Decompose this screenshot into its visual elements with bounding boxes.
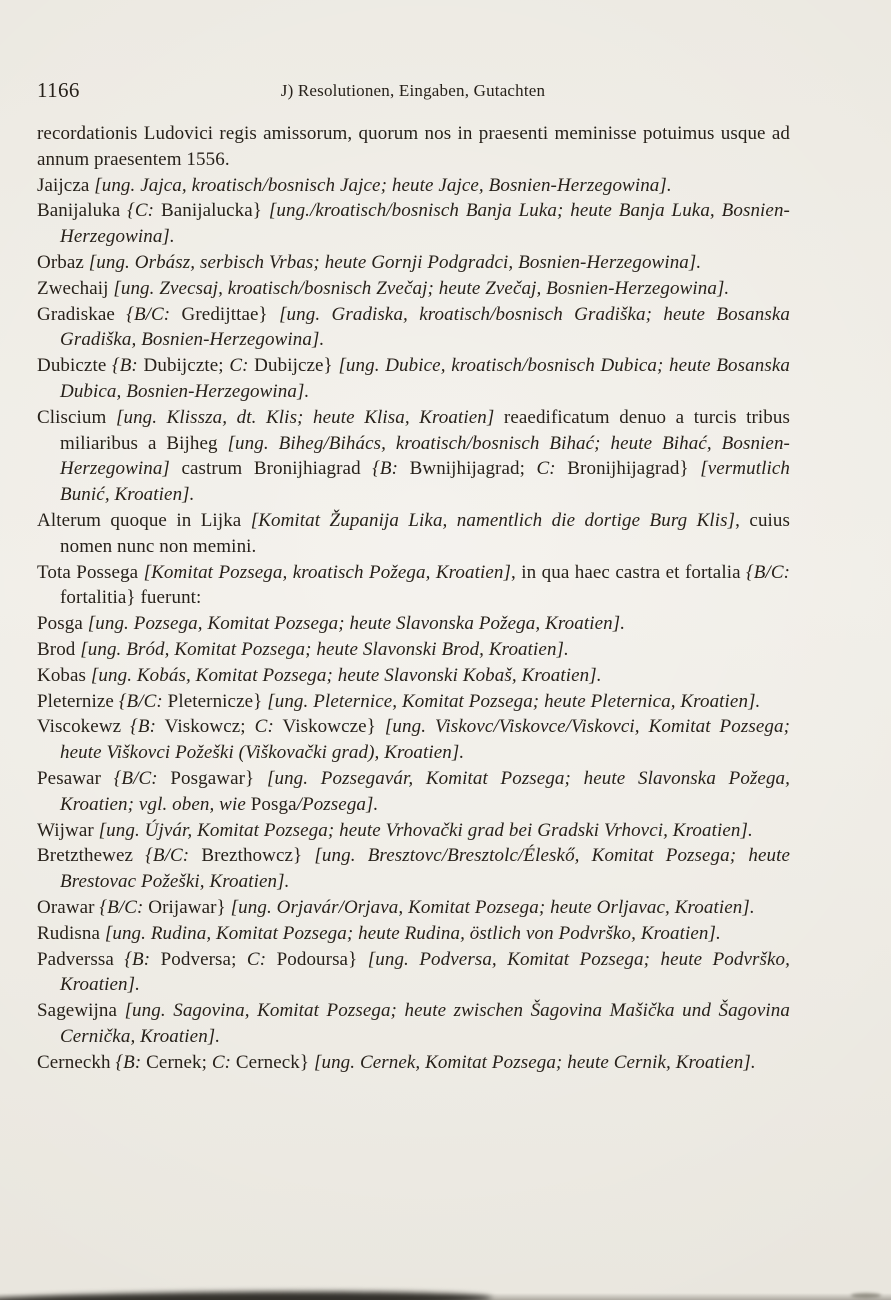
text-segment: Viskowcze}	[273, 716, 385, 738]
text-segment: [ung. Podversa, Komitat Pozsega; heute Podvrško, Kroatien].	[60, 948, 790, 996]
entry	[37, 689, 790, 715]
text-segment: [ung. Újvár, Komitat Pozsega; heute Vrhovački grad bei Gradski Vrhovci, Kroatien].	[98, 819, 753, 841]
text-segment: Jaijcza	[37, 174, 95, 196]
text-segment: Orijawar}	[143, 896, 231, 918]
entry	[37, 173, 790, 199]
text-segment: Posga	[37, 613, 88, 635]
text-segment: Podversa;	[150, 948, 247, 970]
text-segment: Rudisna	[37, 922, 105, 944]
entry	[37, 843, 790, 895]
text-segment: [ung. Zvecsaj, kroatisch/bosnisch Zvečaj; heute Zvečaj, Bosnien-Herzegowina].	[113, 277, 730, 299]
text-segment: {B:	[124, 948, 151, 970]
text-segment: Orawar	[37, 896, 100, 918]
text-segment: {B:	[112, 355, 138, 377]
entry	[37, 276, 790, 302]
entry	[37, 766, 790, 818]
text-segment: Posgawar}	[157, 767, 267, 789]
scan-smudge	[851, 1293, 881, 1298]
text-segment: [ung. Sagovina, Komitat Pozsega; heute zwischen Šagovina Mašička und Šagovina Cernička, Kroatien].	[60, 1000, 790, 1047]
scan-edge-artifact	[0, 1290, 492, 1300]
text-segment: reaedificatum denuo a turcis tribus miliaribus a Bijheg	[60, 406, 790, 454]
text-segment: [ung. Kobás, Komitat Pozsega; heute Slavonski Kobaš, Kroatien].	[90, 664, 602, 686]
text-segment: Sagewijna	[37, 1000, 125, 1022]
text-segment: Dubijczte;	[137, 355, 230, 377]
text-segment: {B/C:	[746, 561, 791, 583]
text-segment: [ung. Klissza, dt. Klis; heute Klisa, Kroatien]	[115, 406, 495, 428]
text-segment: Viscokewz	[37, 716, 131, 738]
entry	[37, 663, 790, 689]
text-segment: Gradiskae	[37, 303, 127, 325]
text-segment: [ung. Gradiska, kroatisch/bosnisch Gradiška; heute Bosanska Gradiška, Bosnien-Herzegowina].	[60, 303, 790, 351]
text-segment: Bronijhijagrad}	[555, 458, 701, 480]
entry	[37, 250, 790, 276]
text-segment: Cerneck}	[231, 1051, 314, 1073]
text-segment: [ung. Pozsega, Komitat Pozsega; heute Slavonska Požega, Kroatien].	[87, 613, 626, 635]
text-segment: [ung. Jajca, kroatisch/bosnisch Jajce; heute Jajce, Bosnien-Herzegowina].	[94, 174, 672, 196]
text-segment: [ung. Bród, Komitat Pozsega; heute Slavonski Brod, Kroatien].	[80, 638, 569, 660]
text-segment: [ung./kroatisch/bosnisch Banja Luka; heute Banja Luka, Bosnien-Herzegowina].	[60, 200, 790, 248]
text-segment: {B/C:	[99, 896, 144, 918]
text-segment: C:	[536, 458, 556, 480]
text-segment: castrum Bronijhiagrad	[169, 458, 373, 480]
text-segment: , cuius nomen nunc non memini.	[60, 509, 791, 557]
text-segment: , in qua haec castra et fortalia	[510, 561, 747, 583]
text-segment: Banijalucka}	[154, 200, 269, 222]
text-segment: Brezthowcz}	[189, 845, 315, 867]
text-segment: {B/C:	[113, 767, 158, 789]
text-segment: [ung. Pleternice, Komitat Pozsega; heute Pleternica, Kroatien].	[267, 690, 761, 712]
text-segment: Bretzthewez	[37, 845, 146, 867]
text-segment: [Komitat Pozsega, kroatisch Požega, Kroatien]	[143, 561, 511, 583]
entry	[37, 353, 790, 405]
page-header	[37, 78, 789, 106]
text-segment: Wijwar	[37, 819, 99, 841]
text-segment: /Pozsega].	[296, 793, 379, 815]
text-segment: {B/C:	[145, 845, 190, 867]
text-segment: [ung. Cernek, Komitat Pozsega; heute Cernik, Kroatien].	[313, 1051, 756, 1073]
text-segment: Pleternicze}	[162, 690, 268, 712]
text-segment: [ung. Rudina, Komitat Pozsega; heute Rudina, östlich von Podvrško, Kroatien].	[104, 922, 721, 944]
text-segment: [Komitat Županija Lika, namentlich die dortige Burg Klis]	[250, 509, 736, 531]
text-segment: Tota Possega	[37, 561, 144, 583]
entry	[37, 508, 790, 560]
text-segment: recordationis Ludovici regis amissorum, quorum nos in praesenti meminisse potuimus usque ad annum praesentem 1556.	[37, 123, 790, 170]
text-segment: {B:	[130, 716, 157, 738]
text-segment: Dubijcze}	[248, 355, 339, 377]
entry	[37, 611, 790, 637]
text-segment: Padverssa	[37, 948, 125, 970]
text-segment: {B:	[115, 1051, 142, 1073]
text-segment: Cernek;	[141, 1051, 212, 1073]
text-segment: Alterum quoque in Lijka	[37, 509, 251, 531]
text-segment: [ung. Orjavár/Orjava, Komitat Pozsega; heute Orljavac, Kroatien].	[230, 896, 755, 918]
text-segment: Podoursa}	[266, 948, 368, 970]
entry	[37, 302, 790, 354]
page-body	[37, 121, 790, 1075]
text-segment: C:	[246, 948, 267, 970]
entry	[37, 895, 790, 921]
text-segment: Cerneckh	[37, 1051, 116, 1073]
text-segment: C:	[211, 1051, 232, 1073]
text-segment: {B/C:	[118, 690, 163, 712]
entry	[37, 637, 790, 663]
text-segment: [ung. Orbász, serbisch Vrbas; heute Gornji Podgradci, Bosnien-Herzegowina].	[88, 251, 702, 273]
text-segment: Zwechaij	[37, 277, 114, 299]
running-title: J) Resolutionen, Eingaben, Gutachten	[280, 81, 546, 100]
text-segment: Orbaz	[37, 251, 89, 273]
text-segment: {B:	[372, 458, 399, 480]
text-segment: Bwnijhijagrad;	[398, 458, 537, 480]
entry	[37, 198, 790, 250]
entry	[37, 560, 790, 612]
text-segment: [ung. Dubice, kroatisch/bosnisch Dubica; heute Bosanska Dubica, Bosnien-Herzegowina].	[60, 355, 790, 402]
text-segment: Viskowcz;	[156, 716, 255, 738]
entry	[37, 1050, 790, 1076]
text-segment: Gredijttae}	[170, 303, 280, 325]
text-segment: Brod	[37, 638, 81, 660]
entry	[37, 998, 790, 1050]
text-segment: {B/C:	[126, 303, 171, 325]
page-number: 1166	[37, 78, 80, 102]
text-segment: [ung. Bresztovc/Bresztolc/Éleskő, Komitat Pozsega; heute Brestovac Požeški, Kroatien].	[60, 845, 790, 893]
text-segment: fortalitia} fuerunt:	[60, 587, 202, 609]
text-segment: C:	[254, 716, 274, 738]
text-segment: [ung. Pozsegavár, Komitat Pozsega; heute Slavonska Požega, Kroatien; vgl. oben, wie	[60, 767, 790, 815]
text-segment: Posga	[250, 793, 297, 815]
entry	[37, 921, 790, 947]
text-segment: [ung. Viskovc/Viskovce/Viskovci, Komitat Pozsega; heute Viškovci Požeški (Viškovački grad), Kroatien].	[60, 716, 791, 764]
text-segment: Cliscium	[37, 406, 116, 428]
entry	[37, 121, 790, 173]
entry	[37, 947, 790, 999]
text-segment: [ung. Biheg/Bihács, kroatisch/bosnisch Bihać; heute Bihać, Bosnien-Herzegowina]	[60, 432, 790, 480]
entry	[37, 818, 790, 844]
text-segment: Kobas	[37, 664, 91, 686]
text-segment: C:	[229, 355, 249, 377]
text-segment: [vermutlich Bunić, Kroatien].	[60, 458, 790, 506]
text-segment: Pleternize	[37, 690, 119, 712]
text-segment: Banijaluka	[37, 200, 128, 222]
entry	[37, 405, 790, 508]
entry	[37, 714, 790, 766]
text-segment: {C:	[127, 200, 155, 222]
text-segment: Pesawar	[37, 767, 114, 789]
text-segment: Dubiczte	[37, 355, 113, 377]
